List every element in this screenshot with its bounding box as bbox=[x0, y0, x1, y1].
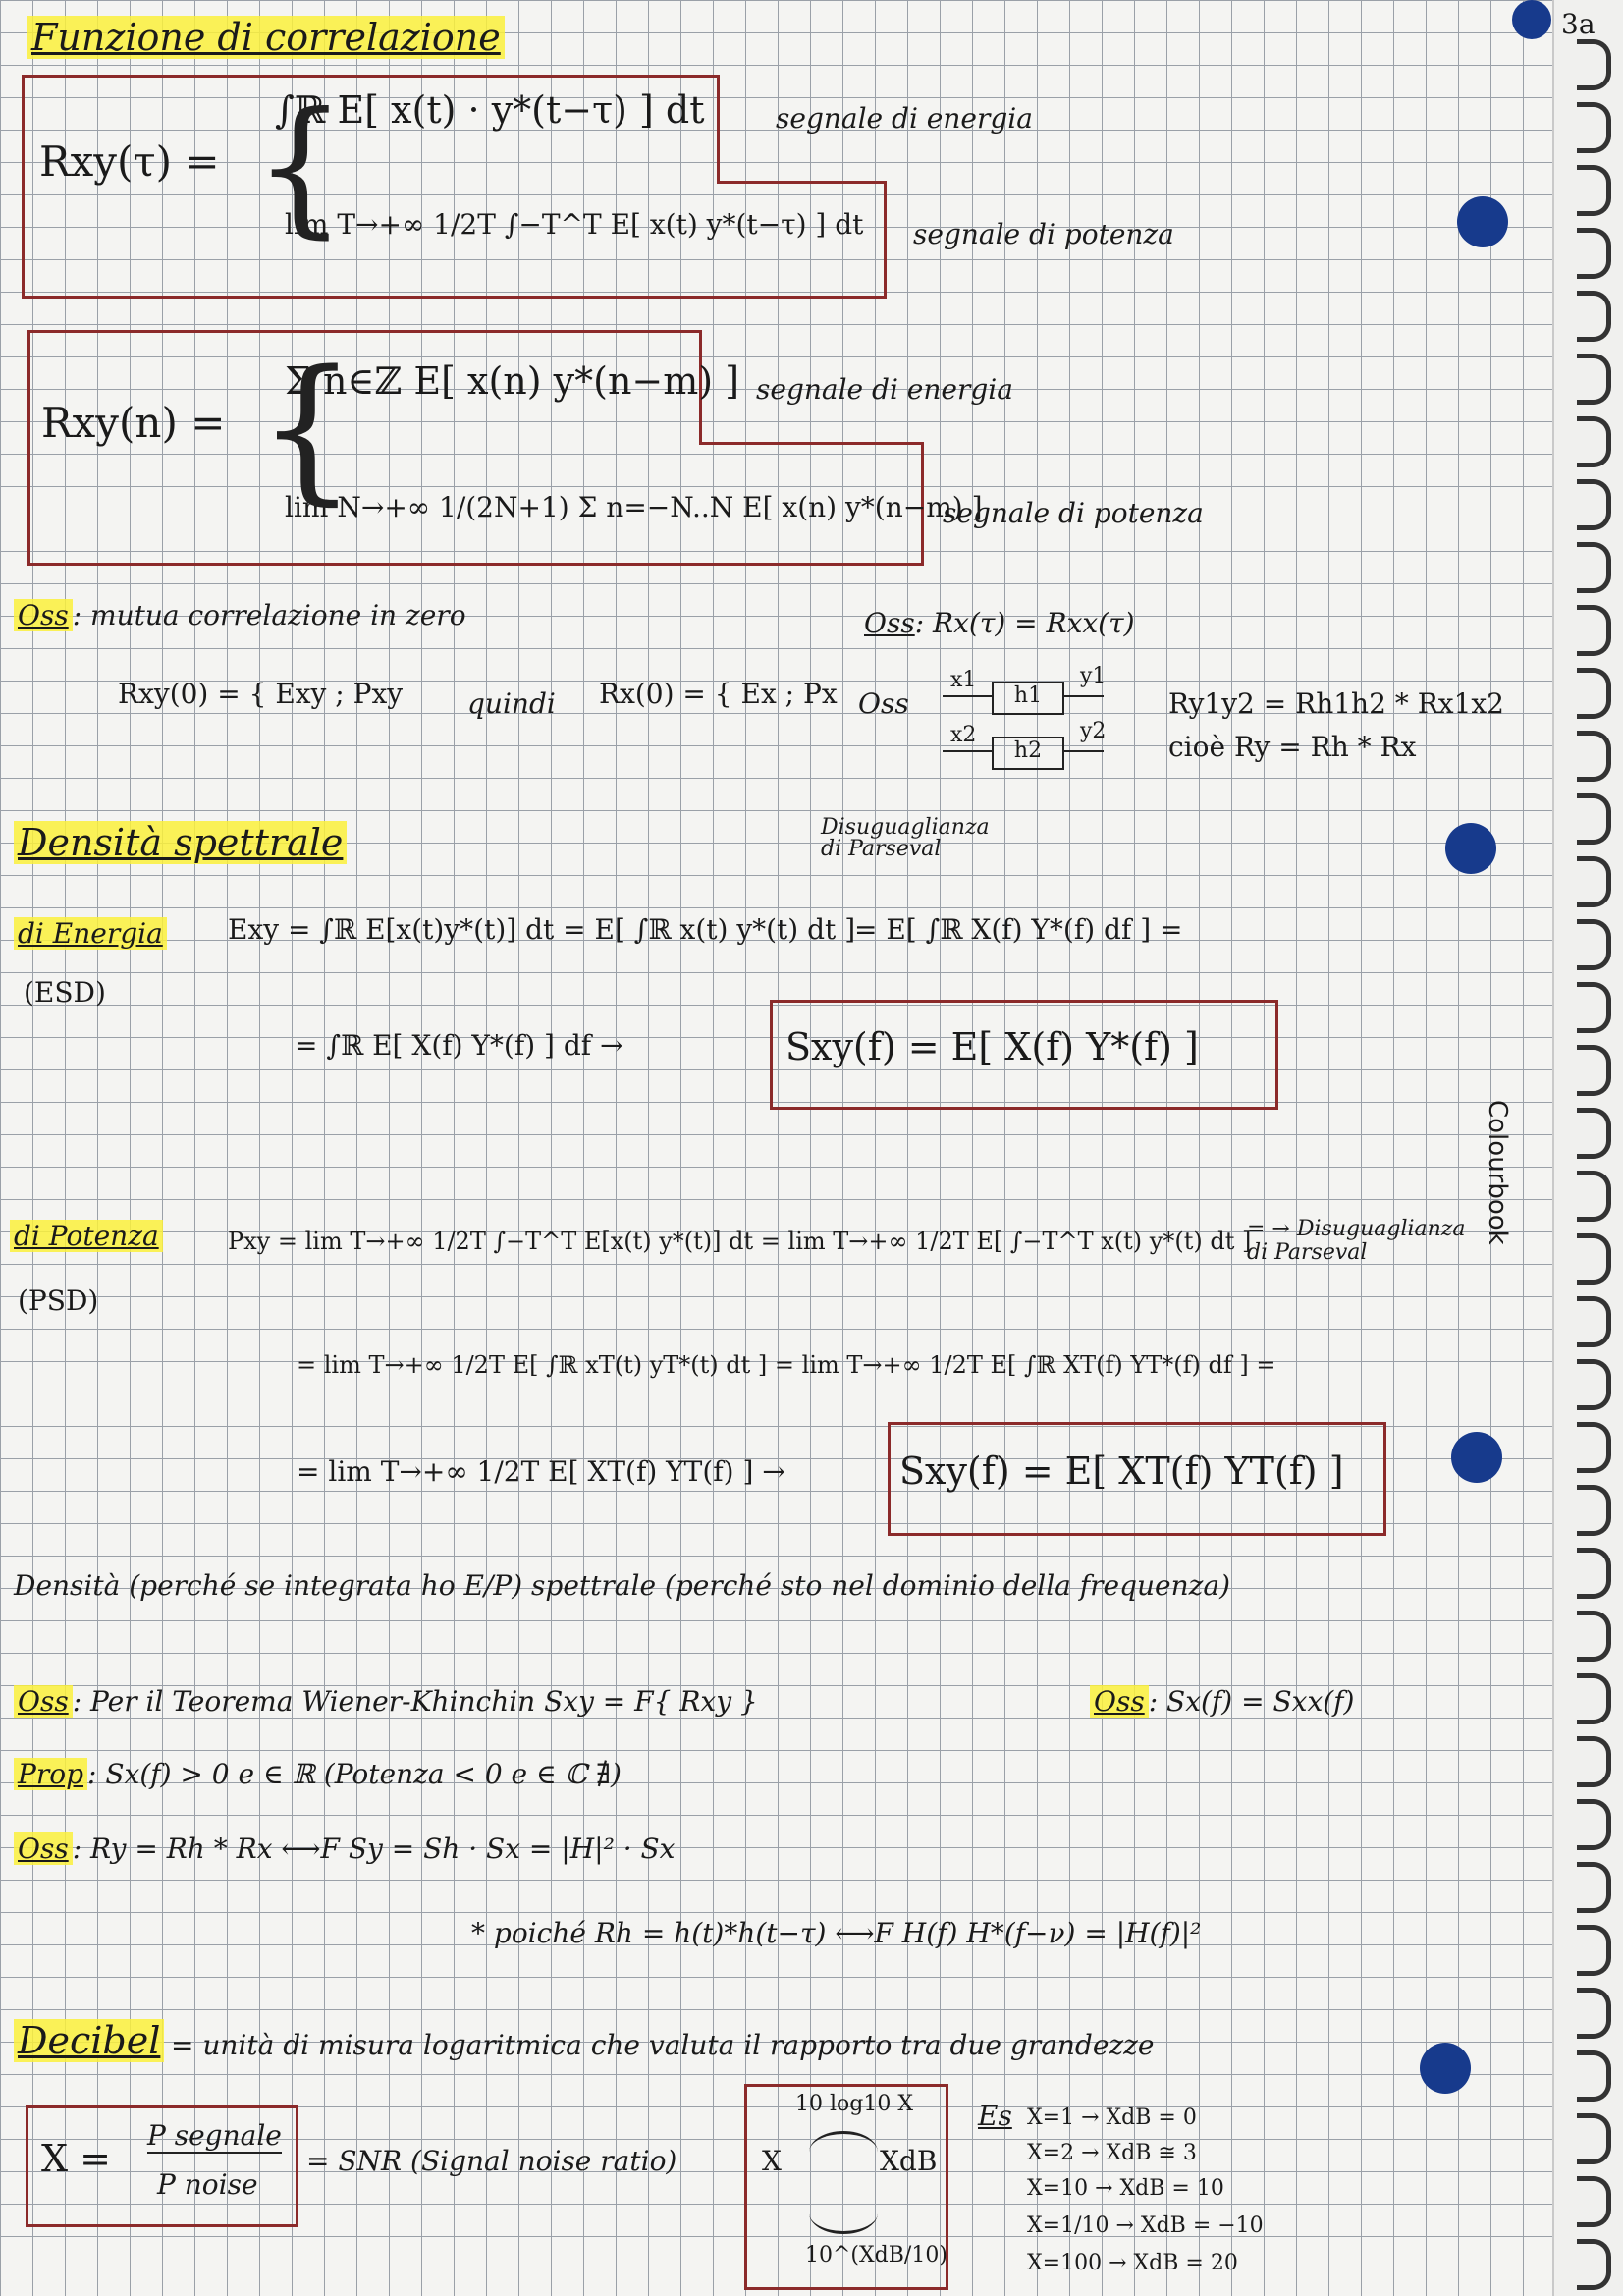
quindi-label: quindi bbox=[467, 687, 556, 720]
brace: { bbox=[253, 82, 348, 252]
input-x1: x1 bbox=[950, 668, 977, 692]
discrete-energy-label: segnale di energia bbox=[756, 373, 1013, 406]
power-eq1: Pxy = lim T→+∞ 1/2T ∫−T^T E[x(t) y*(t)] dt = lim T→+∞ 1/2T E[ ∫−T^T x(t) y*(t) dt ] bbox=[228, 1228, 1252, 1255]
oss-zero-correlation: Oss : mutua correlazione in zero bbox=[14, 599, 466, 631]
spiral-ring bbox=[1577, 919, 1611, 970]
examples-tag: Es bbox=[978, 2100, 1012, 2132]
section-title-decibel: Decibel bbox=[14, 2019, 164, 2062]
oss-wiener-khinchin: Oss : Per il Teorema Wiener-Khinchin Sxy = F{ Rxy } bbox=[14, 1685, 758, 1718]
spiral-ring bbox=[1577, 1171, 1611, 1222]
hole-punch bbox=[1451, 1432, 1502, 1483]
example-4: X=1/10 → XdB = −10 bbox=[1027, 2214, 1264, 2238]
power-eq3: = lim T→+∞ 1/2T E[ XT(f) YT(f) ] → bbox=[297, 1455, 785, 1488]
conv-x: X bbox=[762, 2145, 782, 2177]
psd-result: Sxy(f) = E[ XT(f) YT(f) ] bbox=[899, 1449, 1344, 1493]
block-h2: h2 bbox=[992, 737, 1064, 770]
lti-system-diagram bbox=[943, 664, 1109, 786]
spiral-ring bbox=[1577, 2239, 1611, 2290]
output-y1: y1 bbox=[1080, 664, 1107, 688]
spiral-ring bbox=[1577, 856, 1611, 907]
energy-eq1: Exy = ∫ℝ E[x(t)y*(t)] dt = E[ ∫ℝ x(t) y*(t) dt ] bbox=[228, 913, 856, 946]
spiral-ring bbox=[1577, 2050, 1611, 2102]
conv-bottom: 10^(XdB/10) bbox=[805, 2243, 947, 2268]
spiral-ring bbox=[1577, 1988, 1611, 2039]
filtering-note: * poiché Rh = h(t)*h(t−τ) ⟷F H(f) H*(f−ν) = |H(f)|² bbox=[471, 1917, 1202, 1949]
spiral-ring bbox=[1577, 1611, 1611, 1662]
spiral-ring bbox=[1577, 668, 1611, 719]
brace: { bbox=[257, 336, 357, 519]
spiral-ring bbox=[1577, 1485, 1611, 1536]
psd-abbr: (PSD) bbox=[18, 1285, 99, 1317]
discrete-power-label: segnale di potenza bbox=[943, 497, 1204, 529]
output-y2: y2 bbox=[1080, 719, 1107, 743]
snr-lhs: X = bbox=[41, 2137, 111, 2180]
block-h1: h1 bbox=[992, 682, 1064, 715]
oss-system-tag: Oss bbox=[858, 687, 909, 720]
brand-label: Colourbook bbox=[1483, 1100, 1512, 1245]
conv-xdb: XdB bbox=[880, 2145, 938, 2177]
energy-eq2: = ∫ℝ E[ X(f) Y*(f) ] df → bbox=[295, 1029, 623, 1062]
system-correlation-eq2: cioè Ry = Rh * Rx bbox=[1168, 731, 1417, 763]
snr-label: = SNR (Signal noise ratio) bbox=[306, 2145, 677, 2177]
input-x2: x2 bbox=[950, 723, 977, 747]
spiral-ring bbox=[1577, 1108, 1611, 1159]
page-number: 3a bbox=[1561, 8, 1596, 40]
hole-punch bbox=[1512, 0, 1551, 39]
energy-eq1b: = E[ ∫ℝ X(f) Y*(f) df ] = bbox=[854, 913, 1183, 946]
prop-positive: Prop : Sx(f) > 0 e ∈ ℝ (Potenza < 0 e ∈ ℂ ∄) bbox=[14, 1758, 622, 1790]
energy-label: segnale di energia bbox=[776, 102, 1033, 135]
section-title-correlation: Funzione di correlazione bbox=[27, 16, 505, 59]
spiral-ring bbox=[1577, 39, 1611, 90]
power-integral: lim T→+∞ 1/2T ∫−T^T E[ x(t) y*(t−τ) ] dt bbox=[285, 208, 864, 241]
spiral-ring bbox=[1577, 1736, 1611, 1787]
spiral-ring bbox=[1577, 1422, 1611, 1473]
example-3: X=10 → XdB = 10 bbox=[1027, 2176, 1224, 2201]
esd-abbr: (ESD) bbox=[24, 976, 106, 1009]
discrete-lhs: Rxy(n) = bbox=[41, 399, 226, 447]
spiral-ring bbox=[1577, 1359, 1611, 1410]
discrete-energy-sum: Σ n∈ℤ E[ x(n) y*(n−m) ] bbox=[285, 359, 740, 403]
oss-filtering: Oss : Ry = Rh * Rx ⟷F Sy = Sh · Sx = |H|² · Sx bbox=[14, 1832, 675, 1865]
spiral-ring bbox=[1577, 479, 1611, 530]
oss-sx-sxx: Oss : Sx(f) = Sxx(f) bbox=[1090, 1685, 1354, 1718]
oss-eq-rxy0: Rxy(0) = { Exy ; Pxy bbox=[118, 678, 404, 710]
spiral-ring bbox=[1577, 1233, 1611, 1285]
esd-result: Sxy(f) = E[ X(f) Y*(f) ] bbox=[785, 1025, 1199, 1068]
example-1: X=1 → XdB = 0 bbox=[1027, 2105, 1197, 2130]
parseval-note-1: Disuguaglianza di Parseval bbox=[821, 815, 990, 861]
energy-integral: ∫ℝ E[ x(t) · y*(t−τ) ] dt bbox=[275, 88, 705, 132]
spiral-ring bbox=[1577, 1799, 1611, 1850]
hole-punch bbox=[1457, 196, 1508, 247]
spiral-ring bbox=[1577, 2176, 1611, 2227]
spiral-ring bbox=[1577, 1673, 1611, 1724]
power-eq2: = lim T→+∞ 1/2T E[ ∫ℝ xT(t) yT*(t) dt ] = lim T→+∞ 1/2T E[ ∫ℝ XT(f) YT*(f) df ] = bbox=[297, 1351, 1276, 1379]
spiral-ring bbox=[1577, 2113, 1611, 2164]
spiral-ring bbox=[1577, 605, 1611, 656]
spiral-ring bbox=[1577, 416, 1611, 467]
spiral-ring bbox=[1577, 102, 1611, 153]
spiral-ring bbox=[1577, 982, 1611, 1033]
correlation-lhs: Rxy(τ) = bbox=[39, 137, 220, 186]
arrow-line bbox=[943, 750, 992, 752]
example-2: X=2 → XdB ≅ 3 bbox=[1027, 2141, 1197, 2165]
arrow-line bbox=[1064, 695, 1104, 697]
arrow-line bbox=[943, 695, 992, 697]
spiral-ring bbox=[1577, 1548, 1611, 1599]
spiral-ring bbox=[1577, 542, 1611, 593]
conv-arrow-bottom bbox=[809, 2192, 878, 2234]
spiral-ring bbox=[1577, 1862, 1611, 1913]
energy-tag: di Energia bbox=[14, 917, 167, 950]
example-5: X=100 → XdB = 20 bbox=[1027, 2251, 1238, 2275]
spiral-ring bbox=[1577, 793, 1611, 845]
oss-eq-rx0: Rx(0) = { Ex ; Px bbox=[599, 678, 838, 710]
hole-punch bbox=[1445, 823, 1496, 874]
density-note: Densità (perché se integrata ho E/P) spettrale (perché sto nel dominio della frequenza) bbox=[14, 1569, 1231, 1602]
decibel-definition: = unità di misura logaritmica che valuta il rapporto tra due grandezze bbox=[171, 2029, 1155, 2061]
discrete-power-sum: lim N→+∞ 1/(2N+1) Σ n=−N..N E[ x(n) y*(n−m) ] bbox=[285, 491, 983, 523]
snr-denominator: P noise bbox=[157, 2168, 258, 2201]
spiral-ring bbox=[1577, 1296, 1611, 1347]
hole-punch bbox=[1420, 2043, 1471, 2094]
spiral-ring bbox=[1577, 1045, 1611, 1096]
spiral-ring bbox=[1577, 291, 1611, 342]
conv-top: 10 log10 X bbox=[795, 2092, 914, 2116]
conv-arrow-top bbox=[809, 2131, 878, 2173]
system-correlation-eq: Ry1y2 = Rh1h2 * Rx1x2 bbox=[1168, 687, 1504, 720]
spiral-ring bbox=[1577, 354, 1611, 405]
snr-numerator: P segnale bbox=[147, 2119, 282, 2152]
box-edge bbox=[717, 75, 720, 183]
spiral-ring bbox=[1577, 731, 1611, 782]
parseval-note-2: = → Disuguaglianza di Parseval bbox=[1247, 1217, 1466, 1265]
spiral-ring bbox=[1577, 165, 1611, 216]
oss-autocorr: Oss: Rx(τ) = Rxx(τ) bbox=[864, 607, 1135, 639]
spiral-ring bbox=[1577, 1925, 1611, 1976]
spiral-ring bbox=[1577, 228, 1611, 279]
section-title-density: Densità spettrale bbox=[14, 821, 347, 864]
power-label: segnale di potenza bbox=[913, 218, 1174, 250]
arrow-line bbox=[1064, 750, 1104, 752]
power-tag: di Potenza bbox=[10, 1220, 163, 1252]
